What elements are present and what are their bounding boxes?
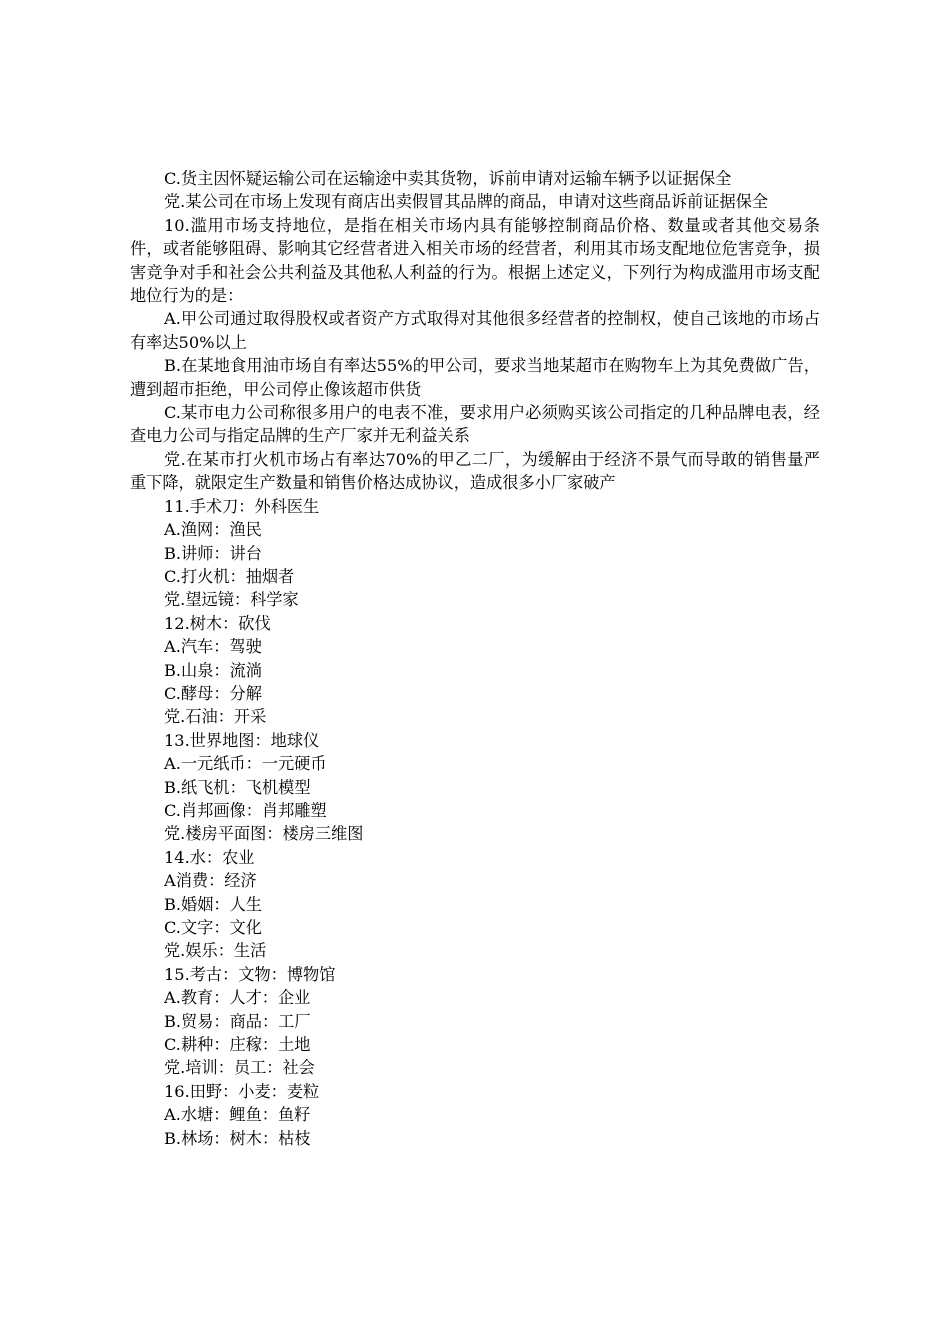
paragraph-option-c-q11: C.打火机：抽烟者 [164,566,295,586]
paragraph-option-a-q14: A消费：经济 [164,871,257,891]
paragraph-option-d-q12: 党.石油：开采 [164,707,267,727]
paragraph-question-12: 12.树木：砍伐 [164,613,271,633]
paragraph-question-13: 13.世界地图：地球仪 [164,730,320,750]
paragraph-question-14: 14.水：农业 [164,847,255,867]
paragraph-option-b-q13: B.纸飞机：飞机模型 [164,777,311,797]
paragraph-option-b-q16: B.林场：树木：枯枝 [164,1128,311,1148]
paragraph-option-d-q14: 党.娱乐：生活 [164,941,267,961]
document-page [130,167,820,1150]
paragraph-question-16: 16.田野：小麦：麦粒 [164,1081,320,1101]
paragraph-question-15: 15.考古：文物：博物馆 [164,964,336,984]
paragraph-option-c-q15: C.耕种：庄稼：土地 [164,1035,311,1055]
paragraph-option-c-q10: C.某市电力公司称很多用户的电表不准，要求用户必须购买该公司指定的几种品牌电表，经查电力公司与指定品牌的生产厂家并无利益关系 [130,403,820,446]
paragraph-option-d-q13: 党.楼房平面图：楼房三维图 [164,824,364,844]
paragraph-option-b-q15: B.贸易：商品：工厂 [164,1011,311,1031]
paragraph-option-a-q16: A.水塘：鲤鱼：鱼籽 [164,1105,311,1125]
paragraph-option-a-q10: A.甲公司通过取得股权或者资产方式取得对其他很多经营者的控制权，使自己该地的市场占有率达50%以上 [130,309,820,352]
paragraph-option-a-q12: A.汽车：驾驶 [164,637,262,657]
paragraph-option-a-q15: A.教育：人才：企业 [164,988,311,1008]
paragraph-option-c-q14: C.文字：文化 [164,918,262,937]
paragraph-option-d-q11: 党.望远镜：科学家 [164,590,299,610]
paragraph-option-a-q11: A.渔网：渔民 [164,520,262,540]
paragraph-question-10: 10.滥用市场支持地位，是指在相关市场内具有能够控制商品价格、数量或者其他交易条件，或者能够阻碍、影响其它经营者进入相关市场的经营者，利用其市场支配地位危害竞争，损害竞争对手和社会公共利益及其他私人利益的行为。根据上述定义，下列行为构成滥用市场支配地位行为的是： [130,215,820,306]
paragraph-option-d-q10: 党.在某市打火机市场占有率达70%的甲乙二厂，为缓解由于经济不景气而导敢的销售量严重下降，就限定生产数量和销售价格达成协议，造成很多小厂家破产 [130,449,820,493]
paragraph-option-d-q9: 党.某公司在市场上发现有商店出卖假冒其品牌的商品，申请对这些商品诉前证据保全 [164,192,769,212]
paragraph-option-b-q12: B.山泉：流淌 [164,660,262,680]
paragraph-option-a-q13: A.一元纸币：一元硬币 [164,754,327,774]
paragraph-option-b-q10: B.在某地食用油市场自有率达55%的甲公司，要求当地某超市在购物车上为其免费做广告，遭到超市拒绝，甲公司停止像该超市供货 [130,356,820,399]
paragraph-option-b-q11: B.讲师：讲台 [164,543,262,563]
paragraph-question-11: 11.手术刀：外科医生 [164,496,320,516]
paragraph-option-c-q9: C.货主因怀疑运输公司在运输途中卖其货物，诉前申请对运输车辆予以证据保全 [164,169,732,188]
paragraph-option-d-q15: 党.培训：员工：社会 [164,1058,315,1078]
paragraph-option-c-q12: C.酵母：分解 [164,683,262,703]
paragraph-option-c-q13: C.肖邦画像：肖邦雕塑 [164,800,327,820]
paragraph-option-b-q14: B.婚姻：人生 [164,894,262,914]
